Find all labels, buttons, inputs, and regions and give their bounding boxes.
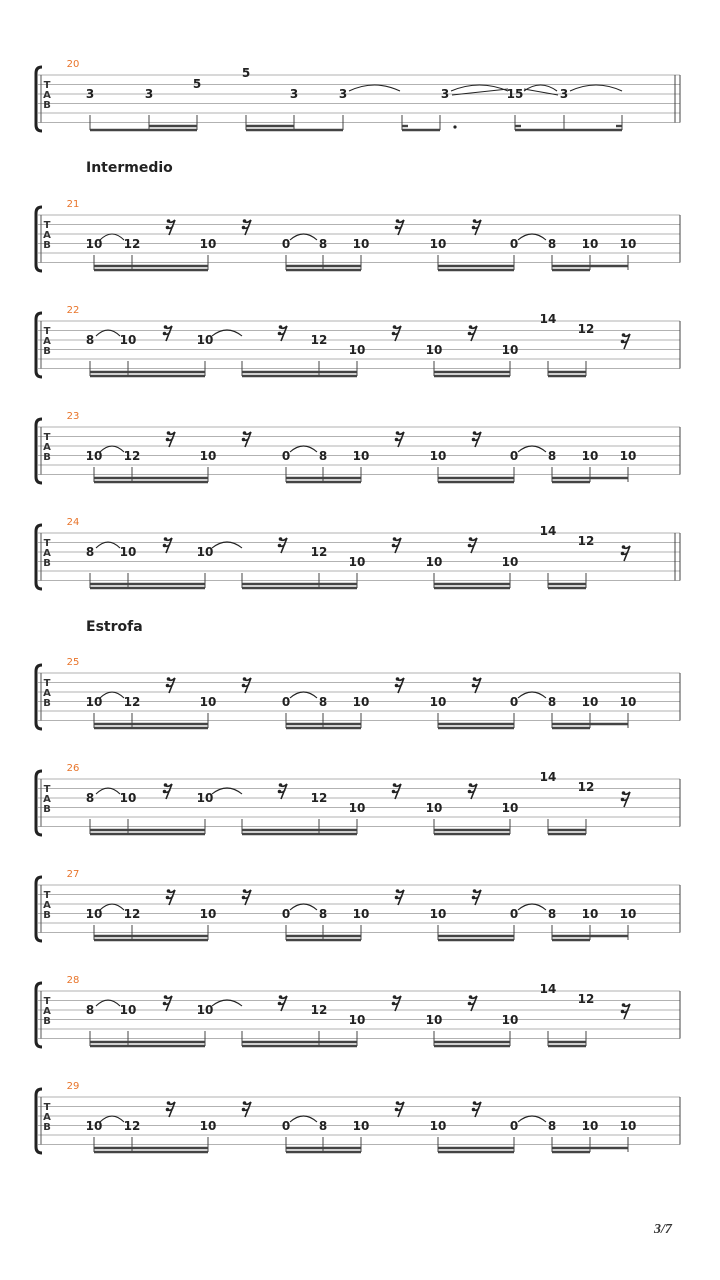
measure-number: 22: [66, 305, 80, 316]
dot: [453, 125, 456, 128]
fret-number: 8: [318, 237, 328, 251]
fret-number: 0: [509, 695, 519, 709]
tab-clef-letter: B: [43, 240, 51, 251]
rest-dot: [396, 889, 400, 893]
rest-dot: [395, 1108, 399, 1112]
fret-number: 10: [199, 237, 217, 251]
tie-arc: [570, 85, 622, 91]
tab-clef-letter: T: [43, 538, 51, 549]
tie-arc: [290, 692, 317, 698]
rest-dot: [468, 1002, 472, 1006]
fret-number: 10: [199, 1119, 217, 1133]
rest-dot: [392, 1002, 396, 1006]
fret-number: 12: [310, 333, 328, 347]
fret-number: 10: [85, 1119, 103, 1133]
rest-dot: [166, 438, 170, 442]
fret-number: 0: [281, 237, 291, 251]
rest-dot: [621, 798, 625, 802]
fret-number: 12: [310, 545, 328, 559]
rest-dot: [167, 431, 171, 435]
rest-dot: [242, 896, 246, 900]
tie-arc: [349, 85, 400, 91]
fret-number: 12: [123, 907, 141, 921]
fret-number: 8: [318, 1119, 328, 1133]
rest-dot: [393, 537, 397, 541]
fret-number: 10: [199, 695, 217, 709]
section-label-estrofa: Estrofa: [86, 619, 143, 635]
rest-dot: [392, 544, 396, 548]
rest-dot: [392, 332, 396, 336]
fret-number: 10: [619, 449, 637, 463]
rest-dot: [242, 438, 246, 442]
rest-dot: [473, 1101, 477, 1105]
fret-number: 12: [123, 695, 141, 709]
fret-number: 10: [348, 801, 366, 815]
rest-dot: [166, 1108, 170, 1112]
tie-arc: [518, 1116, 546, 1122]
tab-clef-letter: A: [43, 90, 51, 101]
tab-clef-letter: T: [43, 784, 51, 795]
rest-dot: [278, 1002, 282, 1006]
rest-dot: [163, 544, 167, 548]
fret-number: 0: [509, 907, 519, 921]
fret-number: 14: [539, 982, 557, 996]
tab-clef-letter: T: [43, 996, 51, 1007]
fret-number: 10: [196, 1003, 214, 1017]
fret-number: 3: [289, 87, 299, 101]
tie-arc: [290, 1116, 317, 1122]
fret-number: 8: [547, 237, 557, 251]
tie-arc: [290, 446, 317, 452]
rest-dot: [472, 896, 476, 900]
rest-dot: [278, 544, 282, 548]
rest-dot: [242, 226, 246, 230]
tie-arc: [290, 234, 317, 240]
rest-dot: [472, 226, 476, 230]
fret-number: 10: [501, 555, 519, 569]
fret-number: 10: [119, 333, 137, 347]
tie-arc: [518, 692, 546, 698]
fret-number: 10: [352, 237, 370, 251]
tie-arc: [100, 446, 124, 452]
fret-number: 0: [281, 449, 291, 463]
rest-dot: [469, 537, 473, 541]
measure-number: 24: [66, 517, 80, 528]
fret-number: 14: [539, 770, 557, 784]
fret-number: 10: [581, 449, 599, 463]
rest-dot: [473, 889, 477, 893]
rest-dot: [469, 783, 473, 787]
fret-number: 10: [581, 695, 599, 709]
fret-number: 10: [119, 791, 137, 805]
fret-number: 15: [506, 87, 524, 101]
rest-dot: [472, 438, 476, 442]
rest-dot: [469, 995, 473, 999]
fret-number: 5: [192, 77, 202, 91]
fret-number: 8: [85, 1003, 95, 1017]
fret-number: 10: [581, 907, 599, 921]
rest-dot: [278, 332, 282, 336]
fret-number: 10: [501, 801, 519, 815]
fret-number: 3: [440, 87, 450, 101]
fret-number: 10: [619, 1119, 637, 1133]
tie-arc: [100, 904, 124, 910]
rest-dot: [396, 677, 400, 681]
measure-number: 25: [66, 657, 80, 668]
fret-number: 3: [338, 87, 348, 101]
tab-clef-letter: T: [43, 678, 51, 689]
fret-number: 8: [547, 907, 557, 921]
fret-number: 10: [85, 695, 103, 709]
fret-number: 10: [348, 1013, 366, 1027]
fret-number: 14: [539, 524, 557, 538]
fret-number: 10: [581, 1119, 599, 1133]
fret-number: 10: [619, 907, 637, 921]
fret-number: 0: [281, 1119, 291, 1133]
fret-number: 8: [85, 545, 95, 559]
rest-dot: [167, 889, 171, 893]
fret-number: 10: [196, 791, 214, 805]
measure-number: 28: [66, 975, 80, 986]
tab-clef-letter: B: [43, 1122, 51, 1133]
fret-number: 10: [352, 449, 370, 463]
rest-dot: [278, 790, 282, 794]
rest-dot: [163, 1002, 167, 1006]
rest-dot: [166, 684, 170, 688]
rest-dot: [396, 1101, 400, 1105]
tab-clef-letter: B: [43, 346, 51, 357]
fret-number: 10: [352, 1119, 370, 1133]
page-number: 3/7: [654, 1222, 672, 1237]
tie-arc: [100, 692, 124, 698]
tab-clef-letter: T: [43, 220, 51, 231]
rest-dot: [622, 1003, 626, 1007]
tab-clef-letter: T: [43, 432, 51, 443]
rest-dot: [279, 783, 283, 787]
rest-dot: [393, 783, 397, 787]
tab-clef-letter: B: [43, 100, 51, 111]
rest-dot: [621, 1010, 625, 1014]
fret-number: 0: [281, 695, 291, 709]
rest-dot: [395, 684, 399, 688]
rest-dot: [622, 791, 626, 795]
fret-number: 10: [352, 695, 370, 709]
rest-dot: [163, 790, 167, 794]
tab-clef-letter: A: [43, 688, 51, 699]
fret-number: 12: [577, 322, 595, 336]
rest-dot: [243, 431, 247, 435]
rest-dot: [473, 219, 477, 223]
rest-dot: [622, 545, 626, 549]
fret-number: 12: [123, 449, 141, 463]
tab-clef-letter: T: [43, 80, 51, 91]
rest-dot: [622, 333, 626, 337]
tie-arc: [212, 542, 242, 548]
fret-number: 5: [241, 66, 251, 80]
tab-clef-letter: T: [43, 890, 51, 901]
fret-number: 10: [429, 695, 447, 709]
rest-dot: [393, 325, 397, 329]
fret-number: 10: [199, 907, 217, 921]
rest-dot: [395, 896, 399, 900]
tab-clef-letter: A: [43, 1112, 51, 1123]
tie-arc: [100, 1116, 124, 1122]
rest-dot: [164, 995, 168, 999]
fret-number: 10: [199, 449, 217, 463]
fret-number: 10: [196, 545, 214, 559]
tab-clef-letter: A: [43, 900, 51, 911]
fret-number: 10: [119, 545, 137, 559]
rest-dot: [468, 544, 472, 548]
fret-number: 8: [318, 695, 328, 709]
tab-clef-letter: T: [43, 326, 51, 337]
fret-number: 10: [619, 237, 637, 251]
rest-dot: [392, 790, 396, 794]
fret-number: 10: [85, 237, 103, 251]
fret-number: 0: [509, 449, 519, 463]
fret-number: 12: [310, 791, 328, 805]
tie-arc: [96, 788, 120, 794]
section-label-intermedio: Intermedio: [86, 160, 173, 176]
rest-dot: [279, 325, 283, 329]
rest-dot: [167, 1101, 171, 1105]
rest-dot: [279, 537, 283, 541]
fret-number: 10: [119, 1003, 137, 1017]
fret-number: 8: [318, 449, 328, 463]
fret-number: 10: [425, 801, 443, 815]
fret-number: 14: [539, 312, 557, 326]
fret-number: 0: [509, 237, 519, 251]
rest-dot: [163, 332, 167, 336]
tie-arc: [100, 234, 124, 240]
measure-number: 29: [66, 1081, 80, 1092]
fret-number: 10: [619, 695, 637, 709]
fret-number: 12: [577, 780, 595, 794]
rest-dot: [243, 219, 247, 223]
measure-number: 20: [66, 59, 80, 70]
fret-number: 8: [85, 333, 95, 347]
tab-clef-letter: A: [43, 336, 51, 347]
tab-clef-letter: T: [43, 1102, 51, 1113]
tab-clef-letter: B: [43, 452, 51, 463]
tab-clef-letter: A: [43, 1006, 51, 1017]
rest-dot: [395, 226, 399, 230]
rest-dot: [396, 431, 400, 435]
rest-dot: [242, 1108, 246, 1112]
rest-dot: [472, 684, 476, 688]
rest-dot: [473, 431, 477, 435]
fret-number: 3: [85, 87, 95, 101]
tab-clef-letter: B: [43, 804, 51, 815]
tab-clef-letter: B: [43, 698, 51, 709]
fret-number: 8: [547, 1119, 557, 1133]
fret-number: 12: [577, 534, 595, 548]
rest-dot: [395, 438, 399, 442]
rest-dot: [164, 783, 168, 787]
fret-number: 10: [85, 449, 103, 463]
fret-number: 10: [429, 1119, 447, 1133]
tie-arc: [518, 234, 546, 240]
tie-arc: [518, 446, 546, 452]
rest-dot: [468, 790, 472, 794]
fret-number: 10: [501, 343, 519, 357]
fret-number: 8: [318, 907, 328, 921]
rest-dot: [243, 677, 247, 681]
fret-number: 10: [425, 555, 443, 569]
fret-number: 0: [509, 1119, 519, 1133]
tab-clef-letter: B: [43, 558, 51, 569]
fret-number: 10: [429, 237, 447, 251]
tab-clef-letter: B: [43, 1016, 51, 1027]
rest-dot: [393, 995, 397, 999]
tab-clef-letter: A: [43, 442, 51, 453]
rest-dot: [164, 325, 168, 329]
fret-number: 3: [559, 87, 569, 101]
tie-arc: [518, 904, 546, 910]
tab-clef-letter: A: [43, 230, 51, 241]
tie-arc: [290, 904, 317, 910]
fret-number: 10: [348, 555, 366, 569]
rest-dot: [164, 537, 168, 541]
fret-number: 10: [429, 449, 447, 463]
rest-dot: [243, 1101, 247, 1105]
tab-clef-letter: A: [43, 548, 51, 559]
rest-dot: [279, 995, 283, 999]
rest-dot: [472, 1108, 476, 1112]
rest-dot: [621, 552, 625, 556]
fret-number: 10: [581, 237, 599, 251]
fret-number: 8: [547, 449, 557, 463]
rest-dot: [469, 325, 473, 329]
fret-number: 0: [281, 907, 291, 921]
rest-dot: [167, 219, 171, 223]
tab-clef-letter: B: [43, 910, 51, 921]
fret-number: 12: [123, 1119, 141, 1133]
tab-clef-letter: A: [43, 794, 51, 805]
fret-number: 10: [429, 907, 447, 921]
fret-number: 10: [425, 343, 443, 357]
fret-number: 10: [425, 1013, 443, 1027]
rest-dot: [166, 226, 170, 230]
fret-number: 10: [85, 907, 103, 921]
rest-dot: [242, 684, 246, 688]
rest-dot: [166, 896, 170, 900]
rest-dot: [243, 889, 247, 893]
measure-number: 21: [66, 199, 80, 210]
fret-number: 3: [144, 87, 154, 101]
measure-number: 27: [66, 869, 80, 880]
fret-number: 10: [196, 333, 214, 347]
fret-number: 12: [310, 1003, 328, 1017]
tie-arc: [96, 1000, 120, 1006]
measure-number: 26: [66, 763, 80, 774]
fret-number: 10: [348, 343, 366, 357]
rest-dot: [396, 219, 400, 223]
measure-number: 23: [66, 411, 80, 422]
tie-arc: [212, 1000, 242, 1006]
rest-dot: [167, 677, 171, 681]
fret-number: 12: [577, 992, 595, 1006]
fret-number: 10: [501, 1013, 519, 1027]
fret-number: 8: [85, 791, 95, 805]
fret-number: 8: [547, 695, 557, 709]
tie-arc: [96, 542, 120, 548]
rest-dot: [621, 340, 625, 344]
tie-arc: [212, 788, 242, 794]
rest-dot: [468, 332, 472, 336]
fret-number: 12: [123, 237, 141, 251]
fret-number: 10: [352, 907, 370, 921]
rest-dot: [473, 677, 477, 681]
